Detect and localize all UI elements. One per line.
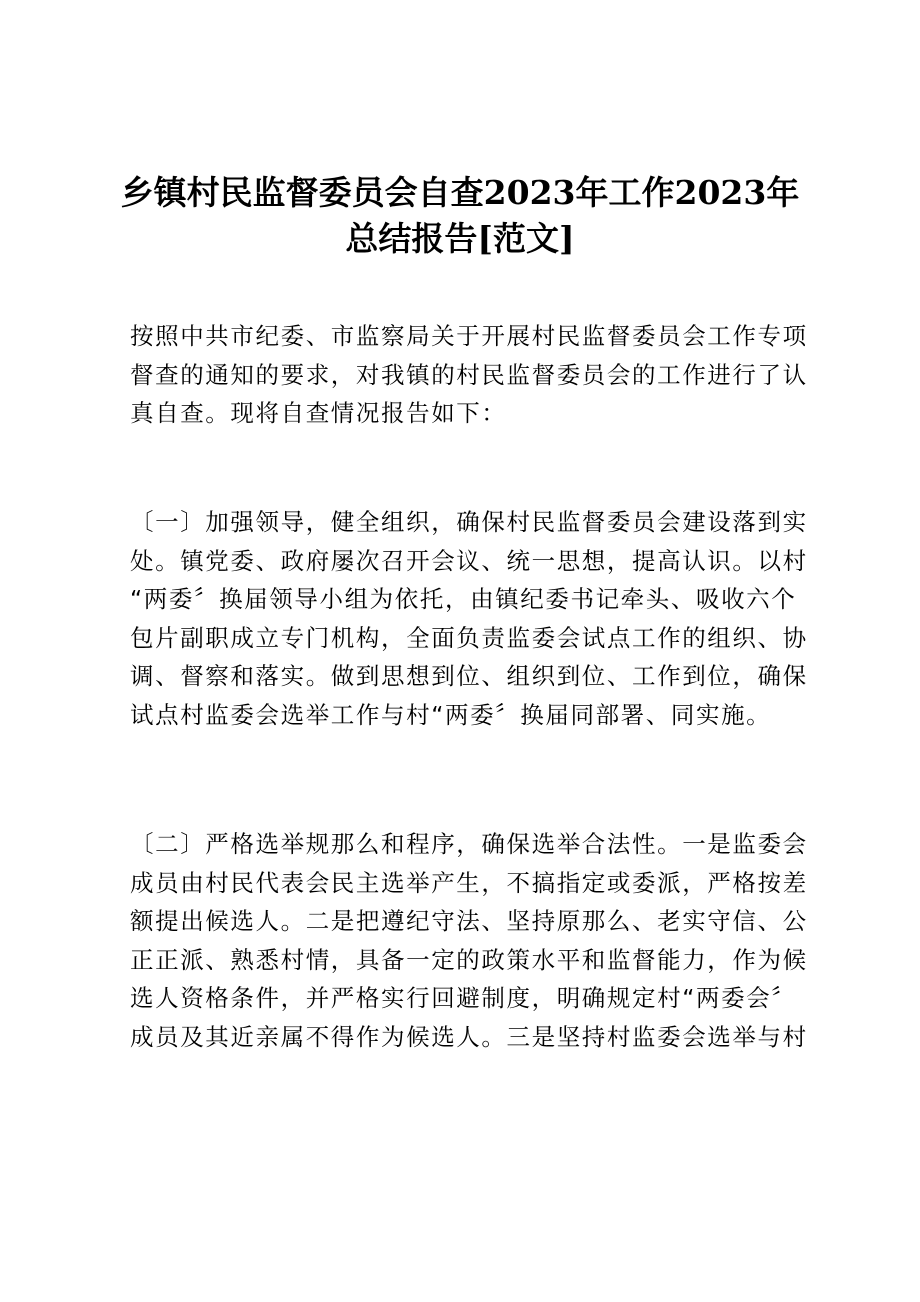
paragraph-line: 额提出候选人。二是把遵纪守法、坚持原那么、老实守信、公 bbox=[130, 907, 808, 935]
paragraph-line: 按照中共市纪委、市监察局关于开展村民监督委员会工作专项 bbox=[130, 322, 808, 350]
paragraph-line: 〔二〕严格选举规那么和程序，确保选举合法性。一是监委会 bbox=[130, 830, 808, 858]
paragraph-line: “两委〞换届领导小组为依托，由镇纪委书记牵头、吸收六个 bbox=[130, 585, 797, 613]
paragraph-line: 督查的通知的要求，对我镇的村民监督委员会的工作进行了认 bbox=[130, 360, 808, 389]
section-one-paragraph bbox=[130, 503, 808, 734]
paragraph-line: 包片副职成立专门机构，全面负责监委会试点工作的组织、协 bbox=[130, 623, 808, 652]
paragraph-line: 调、督察和落实。做到思想到位、组织到位、工作到位，确保 bbox=[130, 662, 808, 690]
section-two-paragraph bbox=[130, 825, 808, 1056]
paragraph-line: 选人资格条件，并严格实行回避制度，明确规定村“两委会〞 bbox=[130, 984, 797, 1012]
paragraph-line: 成员及其近亲属不得作为候选人。三是坚持村监委会选举与村 bbox=[130, 1022, 808, 1051]
paragraph-line: 正正派、熟悉村情，具备一定的政策水平和监督能力，作为候 bbox=[130, 945, 808, 974]
paragraph-line: 试点村监委会选举工作与村“两委〞换届同部署、同实施。 bbox=[130, 700, 772, 729]
paragraph-line: 真自查。现将自查情况报告如下： bbox=[130, 399, 507, 427]
paragraph-line: 成员由村民代表会民主选举产生，不搞指定或委派，严格按差 bbox=[130, 868, 808, 897]
title-line: 乡镇村民监督委员会自查2023年工作2023年 bbox=[120, 173, 800, 212]
paragraph-line: 处。镇党委、政府屡次召开会议、统一思想，提高认识。以村 bbox=[130, 546, 808, 575]
document-title bbox=[100, 170, 820, 262]
intro-paragraph bbox=[130, 317, 808, 433]
paragraph-line: 〔一〕加强领导，健全组织，确保村民监督委员会建设落到实 bbox=[130, 508, 808, 536]
title-line: 总结报告[范文] bbox=[345, 219, 575, 258]
